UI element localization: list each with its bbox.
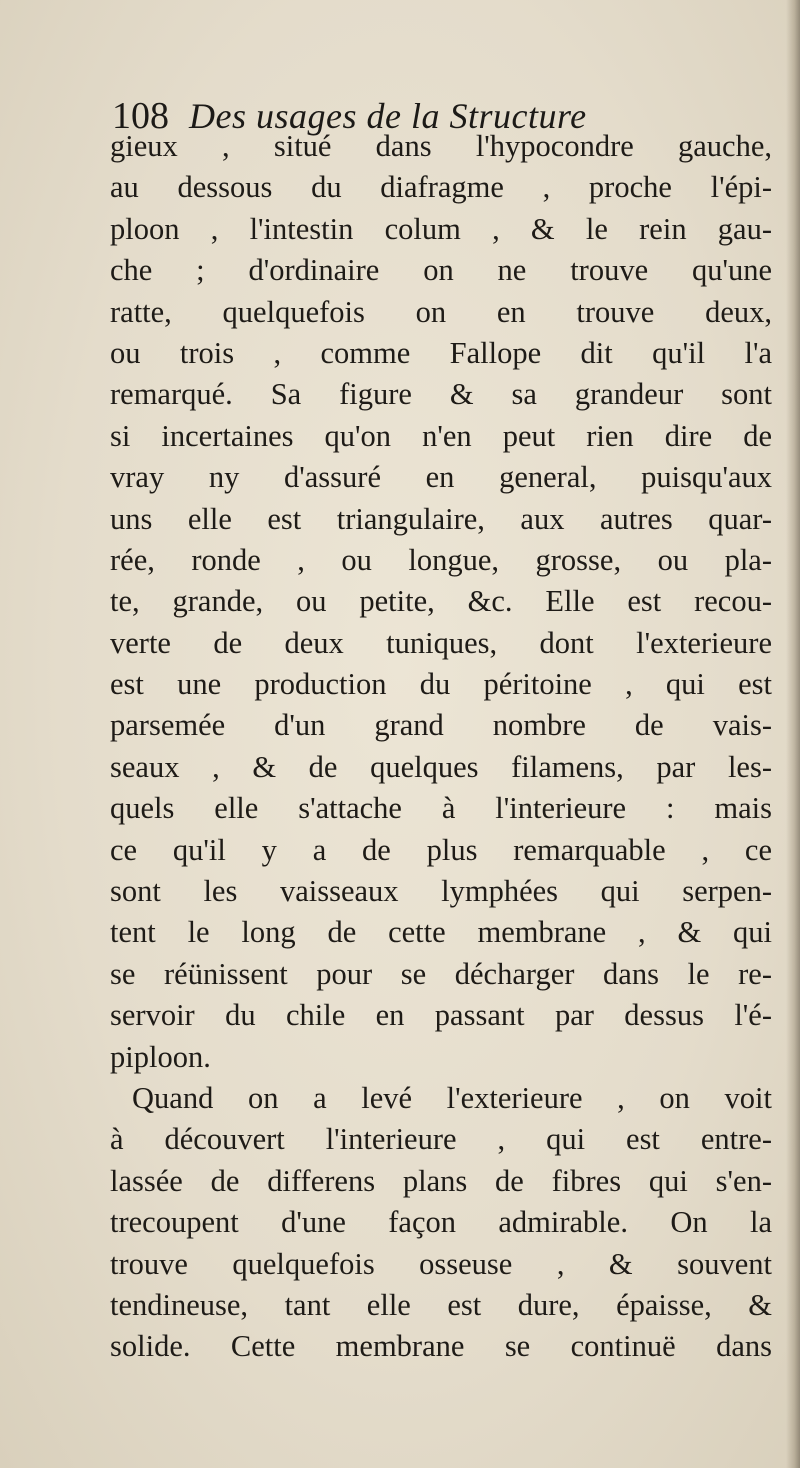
text-line: ou trois , comme Fallope dit qu'il l'a bbox=[110, 335, 772, 370]
text-line: tendineuse, tant elle est dure, épaisse, & bbox=[110, 1287, 772, 1322]
paragraph-2 bbox=[110, 1078, 772, 1368]
running-title: Des usages de la Structure bbox=[189, 96, 587, 136]
page-number: 108 bbox=[112, 95, 169, 137]
text-line: quels elle s'attache à l'interieure : mais bbox=[110, 791, 772, 826]
text-line: vray ny d'assuré en general, puisqu'aux bbox=[110, 460, 772, 495]
text-line: te, grande, ou petite, &c. Elle est recou- bbox=[110, 584, 772, 619]
text-line: che ; d'ordinaire on ne trouve qu'une bbox=[110, 253, 772, 288]
page-gutter-shadow bbox=[786, 0, 800, 1468]
text-line: uns elle est triangulaire, aux autres quar- bbox=[110, 501, 772, 536]
text-line: trouve quelquefois osseuse , & souvent bbox=[110, 1246, 772, 1281]
text-line: au dessous du diafragme , proche l'épi- bbox=[110, 170, 772, 205]
text-line: ce qu'il y a de plus remarquable , ce bbox=[110, 832, 772, 867]
text-line: trecoupent d'une façon admirable. On la bbox=[110, 1205, 772, 1240]
text-line: rée, ronde , ou longue, grosse, ou pla- bbox=[110, 542, 772, 577]
text-line: verte de deux tuniques, dont l'exterieure bbox=[110, 625, 772, 660]
text-line: Quand on a levé l'exterieure , on voit bbox=[132, 1080, 772, 1115]
text-line: seaux , & de quelques filamens, par les- bbox=[110, 749, 772, 784]
text-line: piploon. bbox=[110, 1039, 211, 1074]
text-line: lassée de differens plans de fibres qui s'en- bbox=[110, 1163, 772, 1198]
paragraph-1 bbox=[110, 126, 772, 1078]
text-line: à découvert l'interieure , qui est entre- bbox=[110, 1122, 772, 1157]
text-line: servoir du chile en passant par dessus l'é- bbox=[110, 998, 772, 1033]
text-line: est une production du péritoine , qui est bbox=[110, 667, 772, 702]
text-line: se réünissent pour se décharger dans le re- bbox=[110, 956, 772, 991]
text-line: solide. Cette membrane se continuë dans bbox=[110, 1329, 772, 1364]
text-line: remarqué. Sa figure & sa grandeur sont bbox=[110, 377, 772, 412]
text-line: sont les vaisseaux lymphées qui serpen- bbox=[110, 874, 772, 909]
text-line: si incertaines qu'on n'en peut rien dire de bbox=[110, 418, 772, 453]
text-line: parsemée d'un grand nombre de vais- bbox=[110, 708, 772, 743]
body-text bbox=[110, 126, 772, 1368]
text-line: tent le long de cette membrane , & qui bbox=[110, 915, 772, 950]
text-line: ploon , l'intestin colum , & le rein gau- bbox=[110, 211, 772, 246]
text-line: ratte, quelquefois on en trouve deux, bbox=[110, 294, 772, 329]
text-line: gieux , situé dans l'hypocondre gauche, bbox=[110, 129, 772, 163]
